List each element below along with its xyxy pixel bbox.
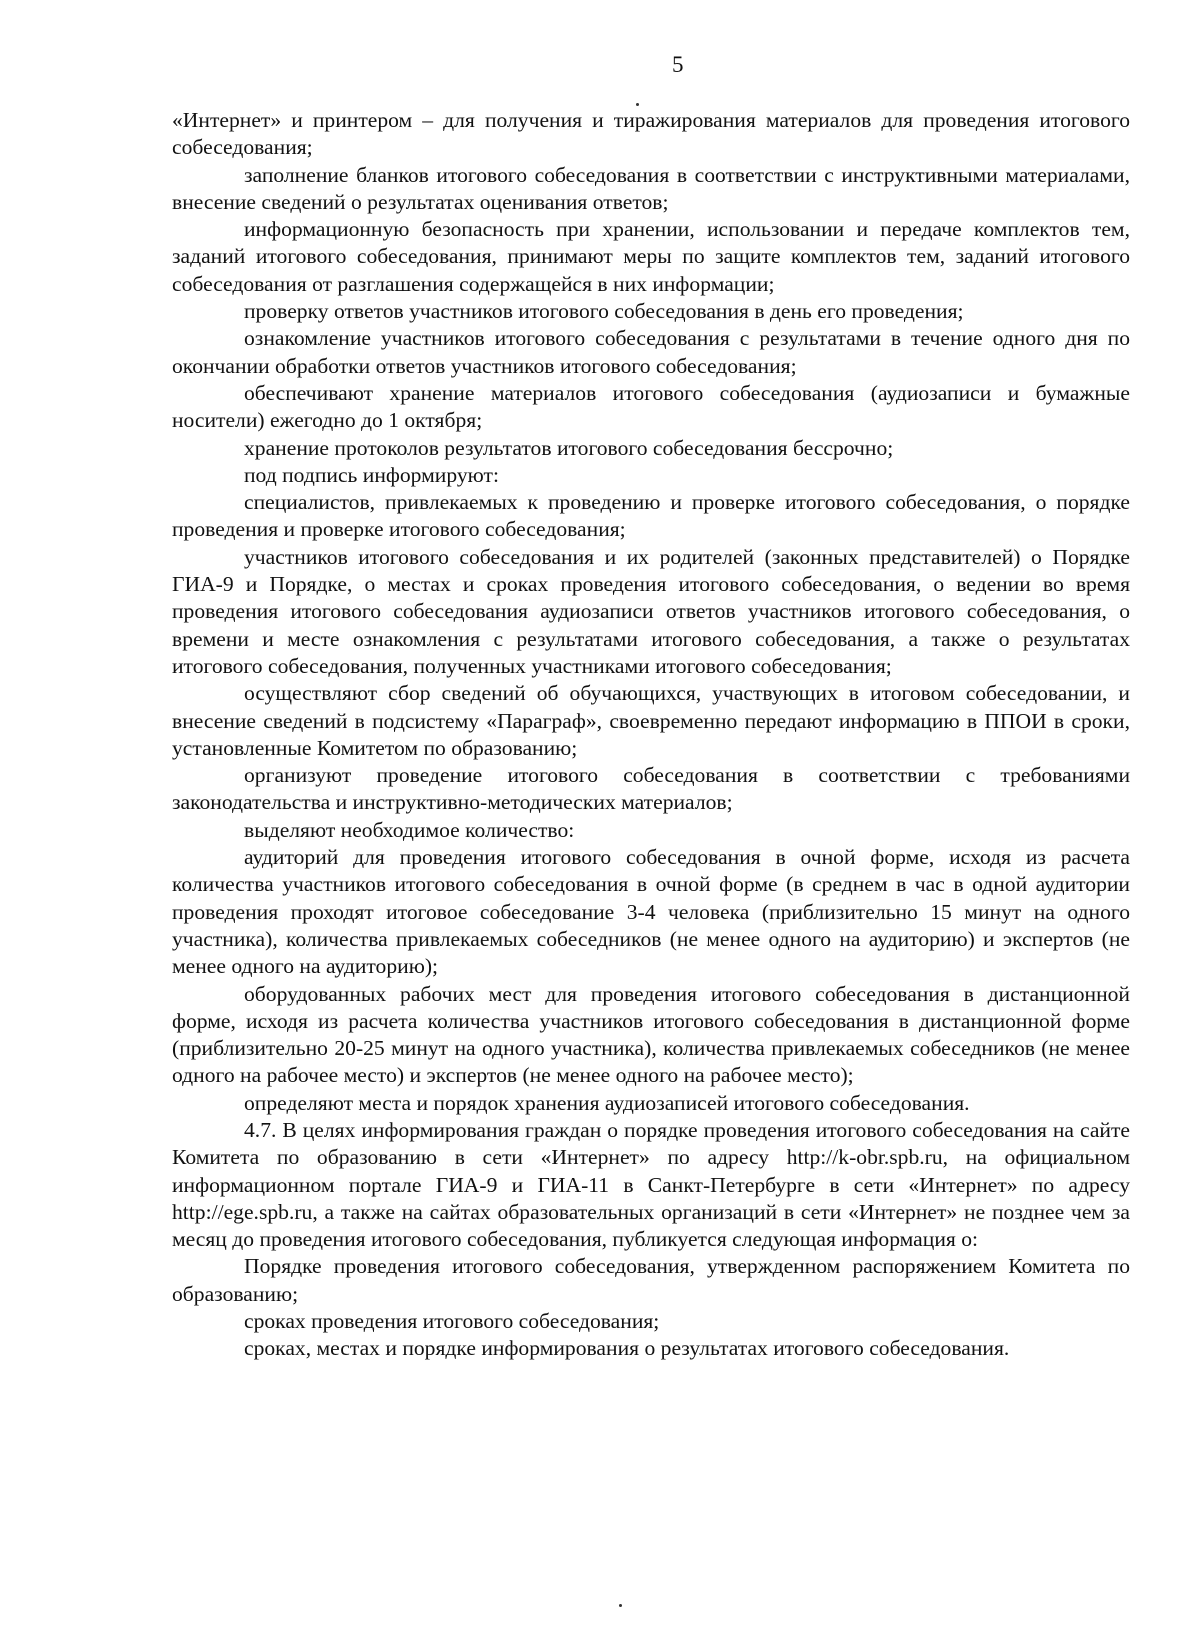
page-number: 5	[672, 52, 684, 77]
paragraph-19: сроках проведения итогового собеседования;	[244, 1309, 660, 1334]
scan-speck	[619, 1604, 622, 1607]
paragraph-9: специалистов, привлекаемых к проведению и проверке итогового собеседования, о порядке проведения и проверке итогового собеседования;	[172, 490, 1130, 542]
paragraph-12: организуют проведение итогового собеседования в соответствии с требованиями законодательства и инструктивно-методических материалов;	[172, 763, 1130, 815]
paragraph-1: «Интернет» и принтером – для получения и тиражирования материалов для проведения итогового собеседования;	[172, 108, 1130, 160]
paragraph-14: аудиторий для проведения итогового собеседования в очной форме, исходя из расчета количества участников итогового собеседования в очной форме (в среднем в час в одной аудитории проведения проходят итоговое собеседование 3-4 человека (приблизительно 15 минут на одного участника), количества привлекаемых собеседников (не менее одного на аудиторию) и экспертов (не менее одного на аудиторию);	[172, 845, 1130, 979]
paragraph-17: 4.7. В целях информирования граждан о порядке проведения итогового собеседования на сайте Комитета по образованию в сети «Интернет» по адресу http://k-obr.spb.ru, на официальном информационном портале ГИА-9 и ГИА-11 в Санкт-Петербурге в сети «Интернет» по адресу http://ege.spb.ru, а также на сайтах образовательных организаций в сети «Интернет» не позднее чем за месяц до проведения итогового собеседования, публикуется следующая информация о:	[172, 1117, 1130, 1252]
document-body	[172, 107, 1130, 1363]
paragraph-6: обеспечивают хранение материалов итогового собеседования (аудиозаписи и бумажные носители) ежегодно до 1 октября;	[172, 380, 1130, 433]
scan-speck	[636, 103, 639, 106]
paragraph-15: оборудованных рабочих мест для проведения итогового собеседования в дистанционной форме, исходя из расчета количества участников итогового собеседования в дистанционной форме (приблизительно 20-25 минут на одного участника), количества привлекаемых собеседников (не менее одного на рабочее место) и экспертов (не менее одного на рабочее место);	[172, 981, 1130, 1088]
paragraph-16: определяют места и порядок хранения аудиозаписей итогового собеседования.	[244, 1090, 970, 1115]
paragraph-4: проверку ответов участников итогового собеседования в день его проведения;	[244, 299, 964, 324]
paragraph-20: сроках, местах и порядке информирования о результатах итогового собеседования.	[244, 1336, 1010, 1361]
paragraph-11: осуществляют сбор сведений об обучающихся, участвующих в итоговом собеседовании, и внесение сведений в подсистему «Параграф», своевременно передают информацию в ППОИ в сроки, установленные Комитетом по образованию;	[172, 681, 1130, 760]
paragraph-5: ознакомление участников итогового собеседования с результатами в течение одного дня по окончании обработки ответов участников итогового собеседования;	[172, 326, 1130, 378]
paragraph-8: под подпись информируют:	[244, 462, 499, 487]
paragraph-7: хранение протоколов результатов итогового собеседования бессрочно;	[244, 435, 894, 460]
paragraph-18: Порядке проведения итогового собеседования, утвержденном распоряжением Комитета по образованию;	[172, 1254, 1130, 1306]
paragraph-13: выделяют необходимое количество:	[244, 817, 575, 842]
paragraph-2: заполнение бланков итогового собеседования в соответствии с инструктивными материалами, внесение сведений о результатах оценивания ответов;	[172, 162, 1130, 214]
paragraph-10: участников итогового собеседования и их родителей (законных представителей) о Порядке ГИА-9 и Порядке, о местах и сроках проведения итогового собеседования, о ведении во время проведения итогового собеседования аудиозаписи ответов участников итогового собеседования, о времени и месте ознакомления с результатами итогового собеседования, а также о результатах итогового собеседования, полученных участниками итогового собеседования;	[172, 544, 1130, 678]
paragraph-3: информационную безопасность при хранении, использовании и передаче комплектов тем, заданий итогового собеседования, принимают меры по защите комплектов тем, заданий итогового собеседования от разглашения содержащейся в них информации;	[172, 217, 1130, 296]
